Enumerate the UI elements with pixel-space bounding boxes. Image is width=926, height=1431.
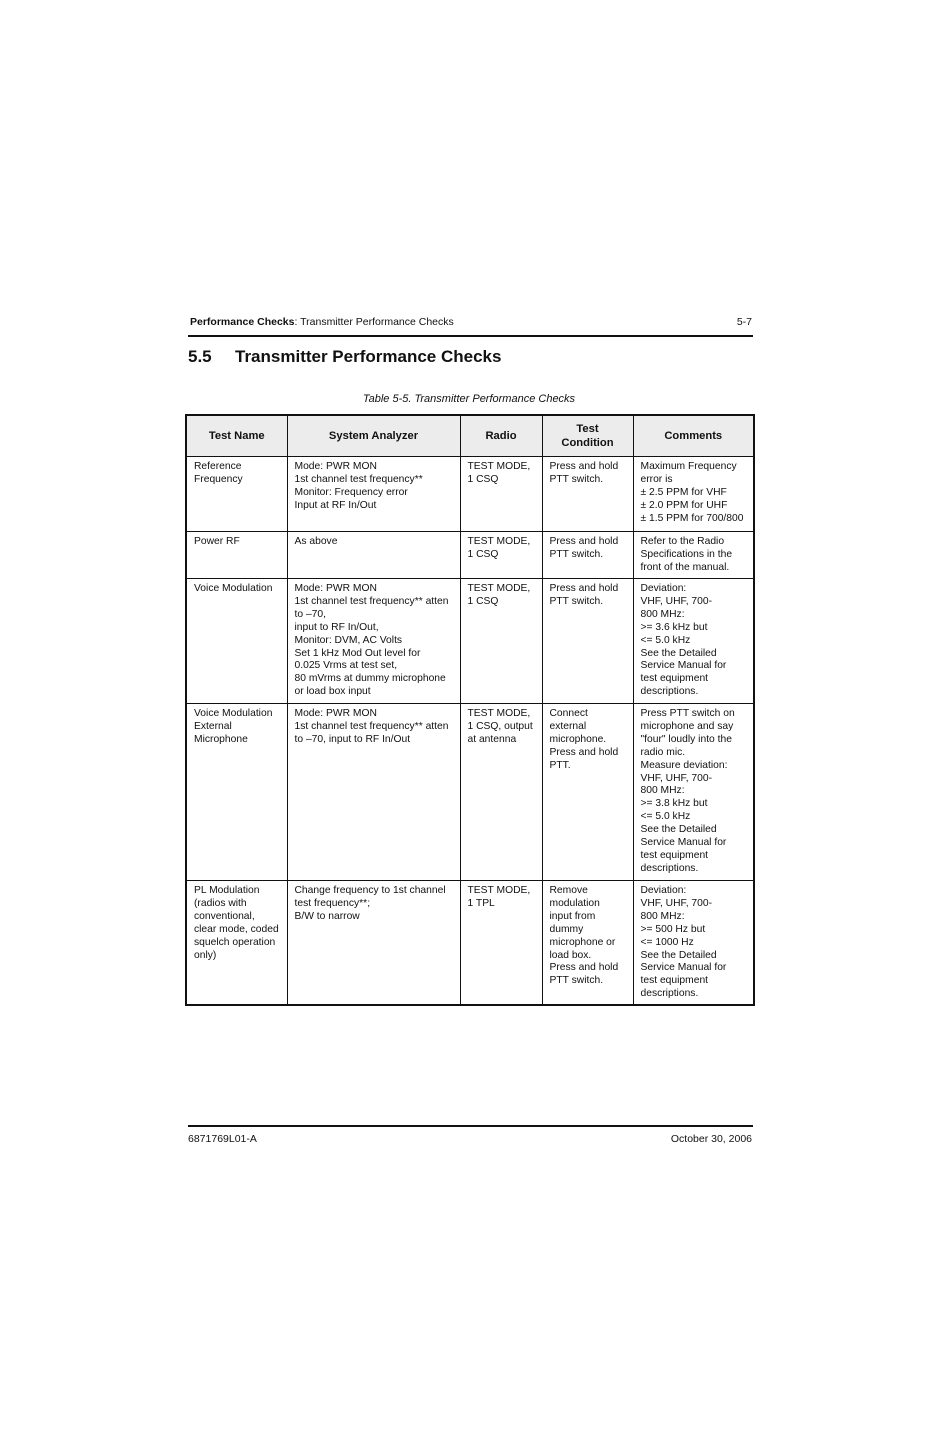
cell-radio: TEST MODE, 1 CSQ — [460, 579, 542, 704]
header-divider — [188, 335, 753, 337]
cell-system-analyzer: Mode: PWR MON 1st channel test frequency** atten to –70, input to RF In/Out — [287, 704, 460, 881]
cell-comments: Press PTT switch on microphone and say "four" loudly into the radio mic. Measure deviation: VHF, UHF, 700- 800 MHz: >= 3.8 kHz but <= 5.0 kHz See the Detailed Service Manual for test equipment descriptions. — [633, 704, 754, 881]
footer-document-number: 6871769L01-A — [188, 1133, 257, 1145]
cell-comments: Maximum Frequency error is ± 2.5 PPM for VHF ± 2.0 PPM for UHF ± 1.5 PPM for 700/800 — [633, 457, 754, 532]
running-header — [190, 316, 752, 329]
cell-system-analyzer: Mode: PWR MON 1st channel test frequency** atten to –70, input to RF In/Out, Monitor: DVM, AC Volts Set 1 kHz Mod Out level for 0.025 Vrms at test set, 80 mVrms at dummy microphone or load box input — [287, 579, 460, 704]
header-page-number: 5-7 — [736, 316, 752, 328]
table-row — [186, 457, 754, 532]
cell-radio: TEST MODE, 1 CSQ, output at antenna — [460, 704, 542, 881]
cell-radio: TEST MODE, 1 CSQ — [460, 532, 542, 579]
cell-test-name: Voice Modulation External Microphone — [186, 704, 287, 881]
cell-test-condition: Press and hold PTT switch. — [542, 532, 633, 579]
cell-comments: Deviation: VHF, UHF, 700- 800 MHz: >= 500 Hz but <= 1000 Hz See the Detailed Service Manual for test equipment descriptions. — [633, 881, 754, 1006]
cell-test-condition: Connect external microphone. Press and hold PTT. — [542, 704, 633, 881]
table-caption: Table 5-5. Transmitter Performance Checks — [362, 393, 576, 405]
cell-test-name: Power RF — [186, 532, 287, 579]
performance-checks-table — [185, 414, 755, 1006]
footer-date: October 30, 2006 — [670, 1133, 752, 1145]
table-header-row — [186, 415, 754, 457]
column-header-radio: Radio — [460, 415, 542, 457]
cell-system-analyzer: Change frequency to 1st channel test frequency**; B/W to narrow — [287, 881, 460, 1006]
cell-test-name: Reference Frequency — [186, 457, 287, 532]
cell-test-condition: Remove modulation input from dummy microphone or load box. Press and hold PTT switch. — [542, 881, 633, 1006]
section-number: 5.5 — [188, 347, 212, 366]
footer-divider — [188, 1125, 753, 1127]
cell-test-condition: Press and hold PTT switch. — [542, 457, 633, 532]
column-header-system-analyzer: System Analyzer — [287, 415, 460, 457]
column-header-test-name: Test Name — [186, 415, 287, 457]
running-footer — [188, 1133, 752, 1146]
header-section-label — [190, 316, 454, 328]
cell-radio: TEST MODE, 1 CSQ — [460, 457, 542, 532]
cell-system-analyzer: As above — [287, 532, 460, 579]
table-row — [186, 881, 754, 1006]
cell-radio: TEST MODE, 1 TPL — [460, 881, 542, 1006]
cell-comments: Deviation: VHF, UHF, 700- 800 MHz: >= 3.6 kHz but <= 5.0 kHz See the Detailed Service Manual for test equipment descriptions. — [633, 579, 754, 704]
cell-comments: Refer to the Radio Specifications in the front of the manual. — [633, 532, 754, 579]
column-header-test-condition: Test Condition — [542, 415, 633, 457]
cell-test-condition: Press and hold PTT switch. — [542, 579, 633, 704]
cell-test-name: PL Modulation (radios with conventional, clear mode, coded squelch operation only) — [186, 881, 287, 1006]
header-subsection: : Transmitter Performance Checks — [294, 316, 454, 328]
cell-system-analyzer: Mode: PWR MON 1st channel test frequency** Monitor: Frequency error Input at RF In/Out — [287, 457, 460, 532]
table-row — [186, 532, 754, 579]
table-row — [186, 704, 754, 881]
table-row — [186, 579, 754, 704]
header-chapter: Performance Checks — [190, 316, 295, 328]
section-title: Transmitter Performance Checks — [235, 347, 502, 366]
section-heading — [188, 346, 501, 368]
cell-test-name: Voice Modulation — [186, 579, 287, 704]
column-header-comments: Comments — [633, 415, 754, 457]
